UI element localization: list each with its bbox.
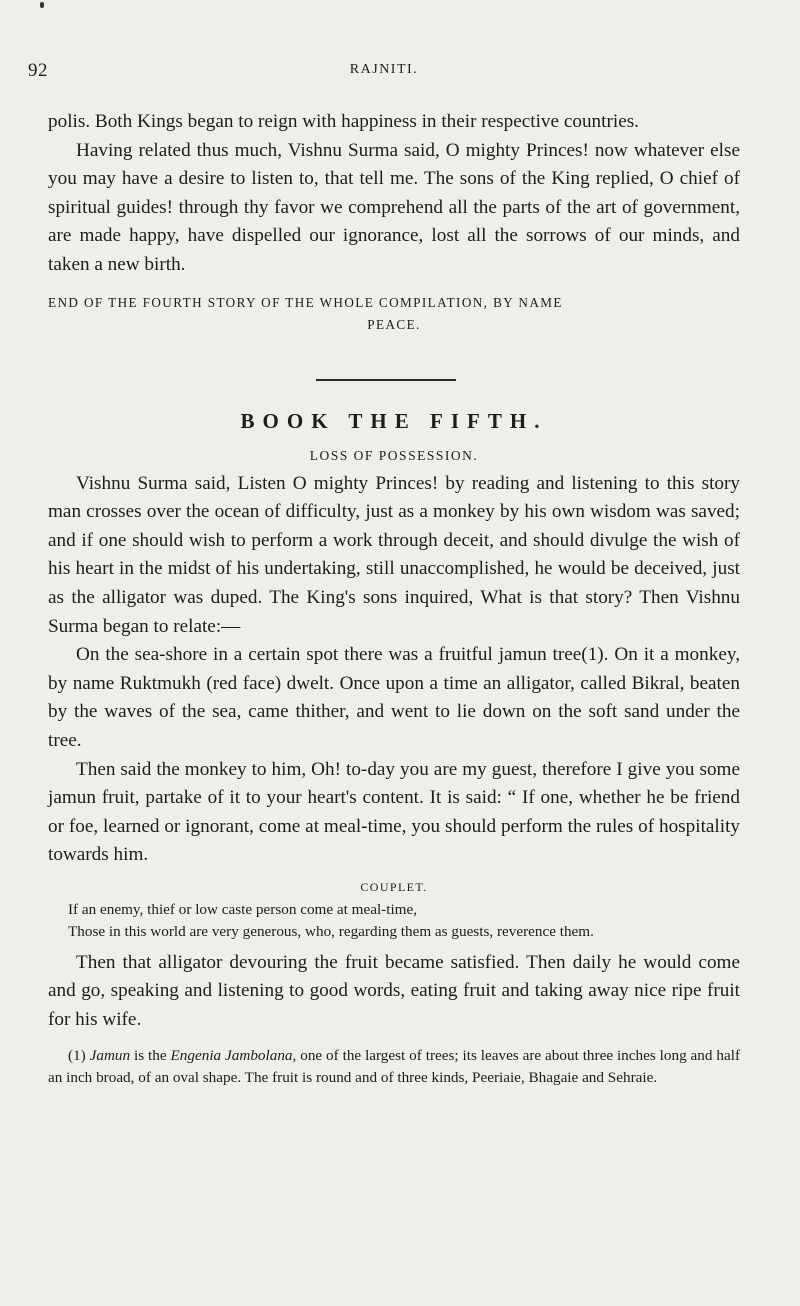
couplet-heading: COUPLET. — [360, 879, 428, 894]
story-paragraph-1: Vishnu Surma said, Listen O mighty Princes! by reading and listening to this story man crosses over the ocean of difficulty, just as a monkey by his own wisdom was saved; and if one should wish to perform a work through deceit, and should divulge the wish of his heart in the midst of his undertaking, still unaccomplished, he would be deceived, just as the alligator was duped. The King's sons inquired, What is that story? Then Vishnu Surma began to relate:— — [48, 472, 740, 637]
paragraph-after-couplet: Then that alligator devouring the fruit became satisfied. Then daily he would come and go, speaking and listening to good words, eating fruit and taking away nice ripe fruit for his wife. — [48, 951, 740, 1031]
paragraph-vishnu-surma: Having related thus much, Vishnu Surma said, O mighty Princes! now whatever else you may have a desire to listen to, that tell me. The sons of the King replied, O chief of spiritual guides! through thy favor we comprehend all the parts of the art of government, are made happy, have dispelled our ignorance, lost all the sorrows of our minds, and taken a new birth. — [48, 139, 740, 275]
footnote-term: Jamun — [89, 1046, 131, 1064]
running-title: RAJNITI. — [349, 62, 419, 77]
page-body — [48, 108, 740, 1090]
book-subtitle: LOSS OF POSSESSION. — [309, 447, 479, 463]
couplet-line-1: If an enemy, thief or low caste person come at meal-time, — [68, 900, 418, 918]
book-title: BOOK THE FIFTH. — [240, 408, 548, 433]
story-paragraph-3: Then said the monkey to him, Oh! to-day you are my guest, therefore I give you some jamun fruit, partake of it to your heart's content. It is said: “ If one, whether he be friend or foe, learned or ignorant, come at meal-time, you should perform the rules of hospitality towards him. — [48, 758, 740, 866]
footnote-marker: (1) — [68, 1046, 86, 1064]
story-paragraph-2: On the sea-shore in a certain spot there was a fruitful jamun tree(1). On it a monkey, by name Ruktmukh (red face) dwelt. Once upon a time an alligator, called Bikral, beaten by the waves of the sea, came thither, and went to lie down on the soft sand under the tree. — [48, 644, 740, 751]
end-of-story-line: END OF THE FOURTH STORY OF THE WHOLE COMPILATION, BY NAME — [48, 294, 563, 310]
footnote-text-b: one of the largest of trees; its leaves are about three inches long and half an inch broad, of an oval shape. The fruit is round and of three kinds, Peeriaie, Bhagaie and Sehraie. — [48, 1046, 741, 1087]
footnote — [48, 1045, 740, 1090]
page-number: 92 — [28, 60, 48, 81]
couplet-line-2: Those in this world are very generous, who, regarding them as guests, reverence them. — [68, 922, 594, 940]
footnote-text-a: is the — [130, 1046, 171, 1064]
footnote-species: Engenia Jambolana, — [170, 1046, 297, 1064]
ink-mark — [40, 2, 44, 8]
running-head — [28, 60, 740, 88]
end-of-story-name: PEACE. — [367, 316, 421, 332]
paragraph-continuation: polis. Both Kings began to reign with happiness in their respective countries. — [48, 111, 639, 132]
section-rule — [316, 379, 456, 381]
